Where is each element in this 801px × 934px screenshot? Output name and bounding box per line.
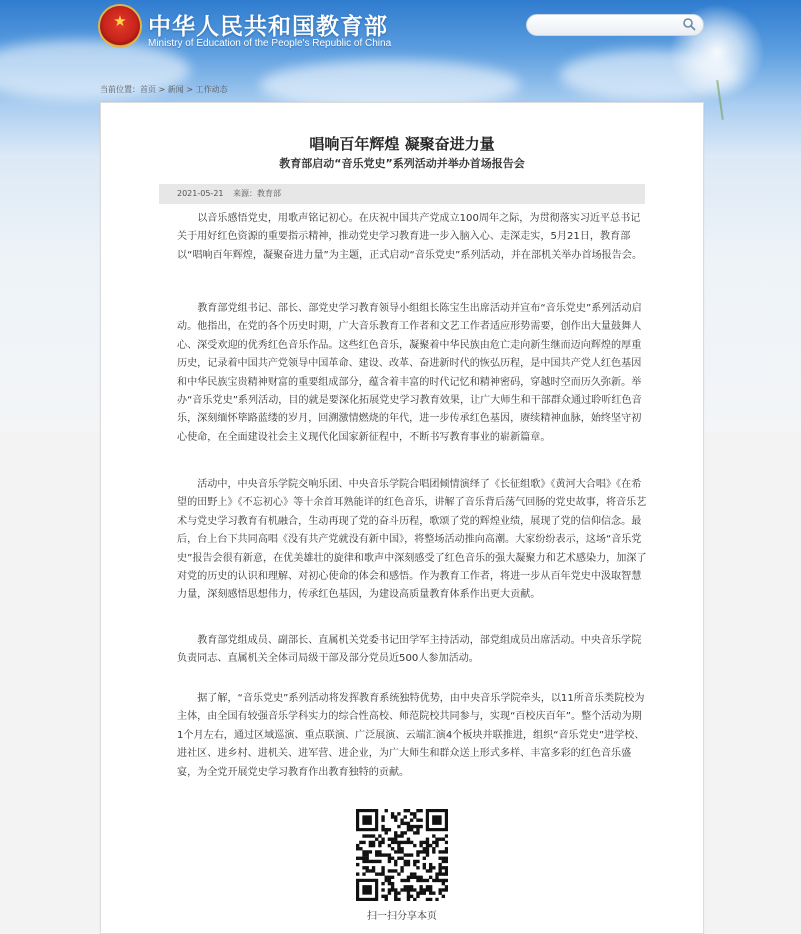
article-date: 2021-05-21 xyxy=(177,189,224,198)
article-paragraph: 教育部党组成员、副部长、直属机关党委书记田学军主持活动，部党组成员出席活动。中央音乐学院负责同志、直属机关全体司局级干部及部分党员近500人参加活动。 xyxy=(177,635,642,665)
site-title[interactable]: 中华人民共和国教育部 xyxy=(148,14,388,40)
breadcrumb-home[interactable]: 首页 xyxy=(140,85,156,94)
article-card xyxy=(100,102,704,934)
breadcrumb-work-news[interactable]: 工作动态 xyxy=(195,85,228,94)
article-meta-bar xyxy=(159,184,645,204)
article-paragraph: 据了解，“音乐党史”系列活动将发挥教育系统独特优势，由中央音乐学院牵头，以11所音乐类院校为主体，由全国有较强音乐学科实力的综合性高校、师范院校共同参与，实现“百校庆百年”。整个活动为期1个月左右，通过区域巡演、重点联演、广泛展演、云端汇演4个板块并联推进，组织“音乐党史”进学校、进社区、进乡村、进机关、进军营、进企业，为广大师生和群众送上形式多样、丰富多彩的红色音乐盛宴，为全党开展党史学习教育作出教育独特的贡献。 xyxy=(177,693,645,778)
article-paragraph: 以音乐感悟党史，用歌声铭记初心。在庆祝中国共产党成立100周年之际，为贯彻落实习近平总书记关于用好红色资源的重要指示精神，推动党史学习教育进一步入脑入心、走深走实，5月21日，教育部以“唱响百年辉煌，凝聚奋进力量”为主题，正式启动“音乐党史”系列活动，并在部机关举办首场报告会。 xyxy=(177,213,643,261)
article-paragraph: 教育部党组书记、部长、部党史学习教育领导小组组长陈宝生出席活动并宣布“音乐党史”系列活动启动。他指出，在党的各个历史时期，广大音乐教育工作者和文艺工作者适应形势需要，创作出大量鼓舞人心、深受欢迎的优秀红色音乐作品。这些红色音乐，凝聚着中华民族由危亡走向新生继而迈向辉煌的厚重历史，记录着中国共产党领导中国革命、建设、改革、奋进新时代的恢弘历程，是中国共产党人红色基因和中华民族宝贵精神财富的重要组成部分，蕴含着丰富的时代记忆和精神密码，穿越时空而历久弥新。举办“音乐党史”系列活动，目的就是要深化拓展党史学习教育效果，让广大师生和干部群众通过聆听红色音乐，深刻缅怀筚路蓝缕的岁月，回溯激情燃烧的年代，进一步传承红色基因，赓续精神血脉，始终坚守初心使命，在全面建设社会主义现代化国家新征程中，不断书写教育事业的崭新篇章。 xyxy=(177,303,642,443)
search-icon[interactable] xyxy=(681,16,697,32)
qr-code-icon xyxy=(356,809,448,901)
article-title: 唱响百年辉煌 凝聚奋进力量 xyxy=(309,135,495,153)
breadcrumb-separator: > xyxy=(156,85,168,94)
qr-caption: 扫一扫分享本页 xyxy=(367,911,437,922)
breadcrumb-separator: > xyxy=(183,85,196,94)
article-subtitle: 教育部启动“音乐党史”系列活动并举办首场报告会 xyxy=(279,157,525,170)
breadcrumb-news[interactable]: 新闻 xyxy=(167,85,184,94)
site-subtitle: Ministry of Education of the People's Republic of China xyxy=(148,38,392,49)
search-input[interactable] xyxy=(537,17,681,35)
breadcrumb-prefix: 当前位置： xyxy=(100,85,140,94)
article-source: 来源：教育部 xyxy=(233,189,281,198)
national-emblem-icon[interactable]: ★ xyxy=(100,6,140,46)
site-header xyxy=(0,0,801,80)
breadcrumb xyxy=(100,84,228,95)
search-box xyxy=(526,14,704,36)
article-paragraph: 活动中，中央音乐学院交响乐团、中央音乐学院合唱团倾情演绎了《长征组歌》《黄河大合唱》《在希望的田野上》《不忘初心》等十余首耳熟能详的红色音乐，讲解了音乐背后荡气回肠的党史故事，将音乐艺术与党史学习教育有机融合，生动再现了党的奋斗历程，歌颂了党的辉煌业绩，展现了党的信仰信念。最后，台上台下共同高唱《没有共产党就没有新中国》，将整场活动推向高潮。大家纷纷表示，这场“音乐党史”报告会很有新意，在优美雄壮的旋律和歌声中深刻感受了红色音乐的强大凝聚力和艺术感染力，加深了对党的历史的认识和理解、对初心使命的体会和感悟。作为教育工作者，将进一步从百年党史中汲取智慧力量，深刻感悟思想伟力，传承红色基因，为建设高质量教育体系作出更大贡献。 xyxy=(177,479,647,601)
